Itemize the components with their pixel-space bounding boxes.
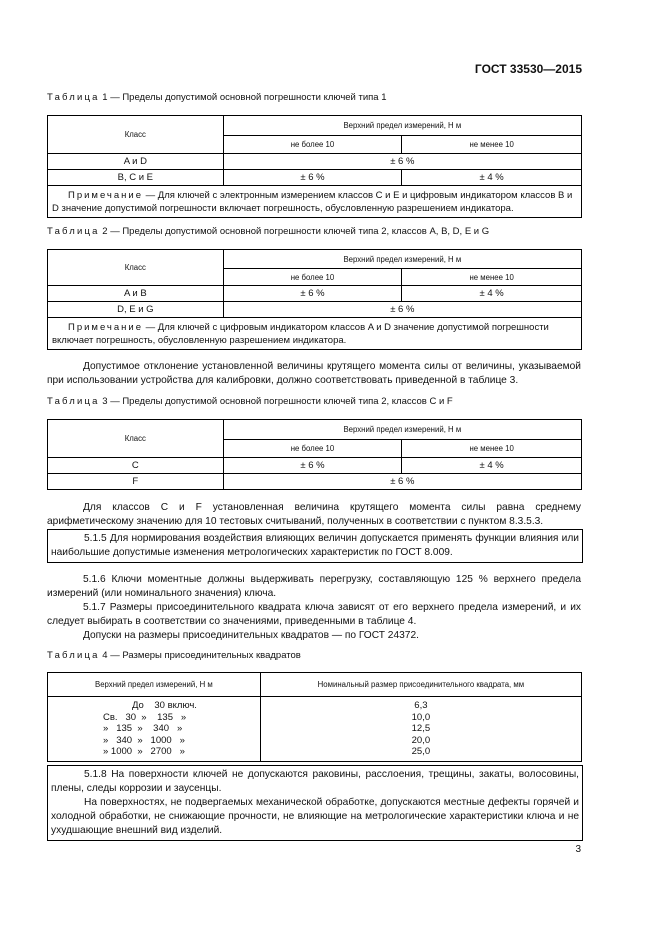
table3-header-upper: Верхний предел измерений, Н м [223,420,581,440]
table4-header-size: Номинальный размер присоединительного квадрата, мм [260,673,581,697]
table1-caption-label: Таблица [47,92,100,103]
table3-caption-label: Таблица [47,396,100,407]
table4-size: 20,0 [411,734,431,746]
clause-tolerances: Допуски на размеры присоединительных квадратов — по ГОСТ 24372. [83,630,419,641]
table4-ranges-cell [48,697,261,762]
table3-cell-ge10: ± 4 % [402,458,582,474]
table4-range: » 1000 » 2700 » [103,746,185,758]
table1-cell-ge10: ± 4 % [402,170,582,186]
table2-header-ge10: не менее 10 [402,269,582,286]
clause-5-1-6: 5.1.6 Ключи моментные должны выдерживать перегрузку, составляющую 125 % верхнего предела измерений (или номинального значения) ключа. [47,574,581,599]
table2-cell-le10: ± 6 % [223,286,402,302]
table1-cell-class: B, C и E [48,170,224,186]
table2-note-label: Примечание [68,322,143,333]
table4-range: » 135 » 340 » [103,723,183,735]
table1-note-text: — Для ключей с электронным измерением классов C и E и цифровым индикатором классов B и D значение допустимой погрешности включает погрешность, обусловленную разрешением индикатора. [52,190,573,214]
table4-caption-label: Таблица [47,650,100,661]
table2-cell-class: A и B [48,286,224,302]
paragraph-classes-cf [47,501,581,529]
table-row [48,286,582,302]
table1-note-label: Примечание [68,190,143,201]
table2-caption-label: Таблица [47,226,100,237]
table1-cell-merged: ± 6 % [223,154,581,170]
table3-cell-class: F [48,474,224,490]
table-row [48,154,582,170]
paragraph-text: Допустимое отклонение установленной величины крутящего момента силы от величины, указываемой при использовании устройства для калибровки, должно соответствовать приведенной в таблице 3. [47,361,581,386]
clause-5-1-7: 5.1.7 Размеры присоединительного квадрата ключа зависят от его верхнего предела измерений, и их следует выбирать в соответствии со значениями, приведенными в таблице 4. [47,602,581,627]
table1-caption [47,92,387,103]
table3-cell-merged: ± 6 % [223,474,581,490]
table4-sizes-cell [260,697,581,762]
table1-header-upper: Верхний предел измерений, Н м [223,116,581,136]
table3-header-le10: не более 10 [223,440,402,458]
table1-cell-le10: ± 6 % [223,170,402,186]
clause-5-1-8-cont: На поверхностях, не подвергаемых механической обработке, допускаются местные дефекты горячей и холодной обработки, не снижающие прочности, не влияющие на метрологические характеристики ключа и не ухудшающие внешний вид изделий. [51,797,579,836]
table1 [47,115,582,218]
clause-5-1-8: 5.1.8 На поверхности ключей не допускаются раковины, расслоения, трещины, закаты, волосовины, плены, следы коррозии и заусенцы. [51,769,579,794]
table2-note [48,318,582,350]
table1-caption-text: 1 — Пределы допустимой основной погрешности ключей типа 1 [99,92,387,103]
table-row [48,170,582,186]
table-row [48,474,582,490]
document-code: ГОСТ 33530—2015 [474,62,582,76]
table4-caption-text: 4 — Размеры присоединительных квадратов [99,650,301,661]
table4-size: 25,0 [411,746,431,758]
table2-caption-text: 2 — Пределы допустимой основной погрешности ключей типа 2, классов A, B, D, E и G [99,226,490,237]
table3-cell-class: C [48,458,224,474]
table2-cell-ge10: ± 4 % [402,286,582,302]
table4-size: 12,5 [411,723,431,735]
table3-caption-text: 3 — Пределы допустимой основной погрешности ключей типа 2, классов C и F [99,396,453,407]
boxed-clause-5-1-5 [47,529,583,563]
table4-size: 6,3 [414,700,428,711]
table3 [47,419,582,490]
table1-cell-class: A и D [48,154,224,170]
table4 [47,672,582,762]
table2-note-text: — Для ключей с цифровым индикатором классов A и D значение допустимой погрешности включает погрешность, обусловленную разрешением индикатора. [52,322,549,346]
table2-header-class: Класс [48,250,224,286]
table3-caption [47,396,453,407]
table2-cell-class: D, E и G [48,302,224,318]
clause-text: 5.1.5 Для нормирования воздействия влияющих величин допускается применять функции влияния или наибольшие допустимые изменения метрологических характеристик по ГОСТ 8.009. [51,533,579,558]
table-row [48,458,582,474]
table4-caption [47,650,301,661]
table4-range: Св. 30 » 135 » [103,711,187,723]
page-number: 3 [575,844,581,855]
table4-header-limit: Верхний предел измерений, Н м [48,673,261,697]
table4-range: » 340 » 1000 » [103,734,185,746]
paragraph-calibration [47,360,581,388]
table2-caption [47,226,489,237]
table2 [47,249,582,350]
table1-header-class: Класс [48,116,224,154]
paragraph-text: Для классов C и F установленная величина крутящего момента силы равна среднему арифметическому значению для 10 тестовых считываний, полученных в соответствии с пунктом 8.3.5.3. [47,502,581,527]
table3-header-class: Класс [48,420,224,458]
table2-header-le10: не более 10 [223,269,402,286]
table1-header-le10: не более 10 [223,136,402,154]
table1-note [48,186,582,218]
paragraph-clauses-5-1-6-7 [47,573,581,643]
table1-header-ge10: не менее 10 [402,136,582,154]
table2-cell-merged: ± 6 % [223,302,581,318]
table4-size: 10,0 [411,711,431,723]
table-row [48,302,582,318]
table2-header-upper: Верхний предел измерений, Н м [223,250,581,269]
table3-header-ge10: не менее 10 [402,440,582,458]
table3-cell-le10: ± 6 % [223,458,402,474]
boxed-clause-5-1-8 [47,765,583,841]
table4-range: До 30 включ. [132,700,197,711]
